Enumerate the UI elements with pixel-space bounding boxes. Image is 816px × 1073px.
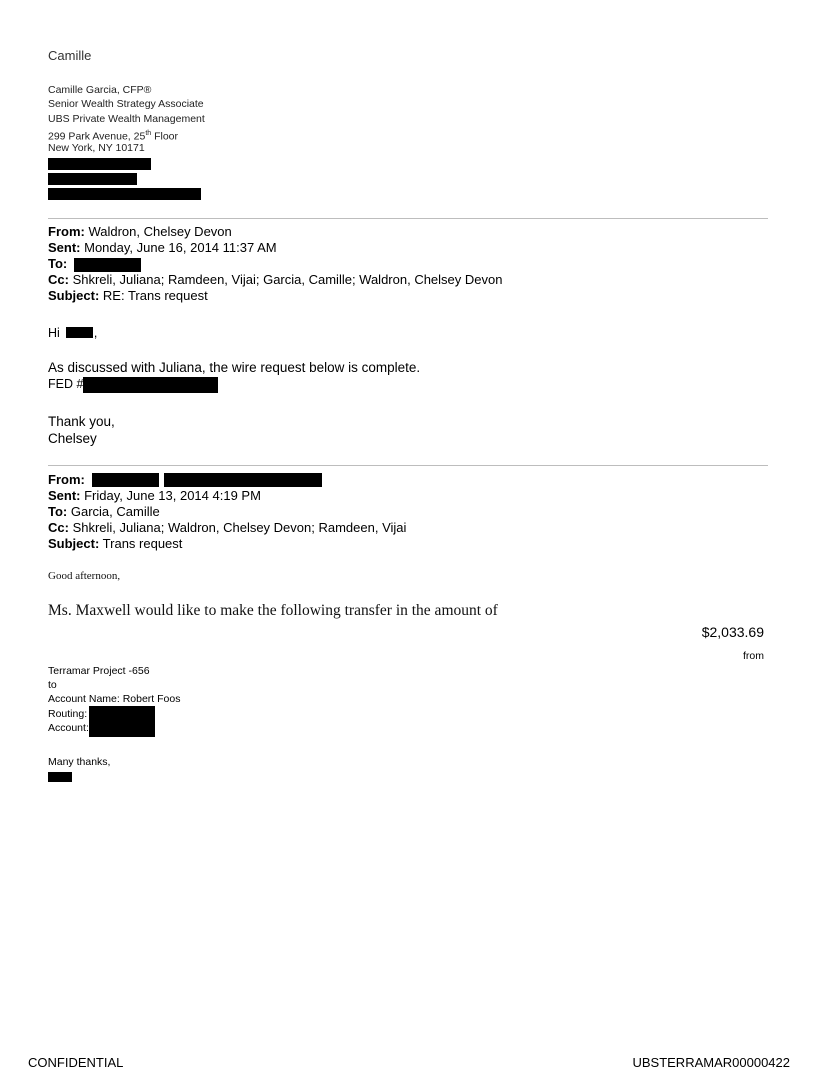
- redaction-greeting-name: [66, 327, 93, 338]
- transfer-amount: $2,033.69: [701, 624, 764, 640]
- email1-cc-row: [48, 272, 502, 288]
- redaction-fed-number: [83, 377, 218, 393]
- email2-from-label: From:: [48, 472, 85, 487]
- email2-sent-label: Sent:: [48, 488, 81, 503]
- email1-subject-label: Subject:: [48, 288, 100, 303]
- email2-subject-value: Trans request: [99, 536, 183, 551]
- email2-subject-row: [48, 536, 182, 552]
- email2-to-label: To:: [48, 504, 68, 519]
- signature-city: New York, NY 10171: [48, 142, 145, 154]
- signature-title: Senior Wealth Strategy Associate: [48, 98, 204, 110]
- email2-cc-label: Cc:: [48, 520, 69, 535]
- email2-cc-value: Shkreli, Juliana; Waldron, Chelsey Devon; Ramdeen, Vijai: [68, 520, 407, 535]
- email2-body-line: Ms. Maxwell would like to make the following transfer in the amount of: [48, 602, 498, 619]
- email2-to-word: to: [48, 679, 57, 691]
- redaction-sender-signature: [48, 772, 72, 782]
- email1-from-label: From:: [48, 224, 85, 239]
- email1-sent-label: Sent:: [48, 240, 81, 255]
- divider-middle: [48, 465, 768, 466]
- email1-fed-label: FED #: [48, 377, 84, 391]
- redaction-email1-to: [74, 258, 141, 272]
- email1-cc-label: Cc:: [48, 272, 69, 287]
- email2-subject-label: Subject:: [48, 536, 100, 551]
- footer-confidential: CONFIDENTIAL: [28, 1055, 124, 1070]
- email2-closing: Many thanks,: [48, 756, 111, 768]
- source-account: Terramar Project -656: [48, 665, 150, 677]
- email1-to-label: To:: [48, 256, 68, 271]
- email1-from-row: [48, 224, 232, 240]
- email1-sent-row: [48, 240, 277, 256]
- email2-to-row: [48, 504, 160, 520]
- email1-greeting-comma: ,: [93, 326, 98, 340]
- footer-bates-number: UBSTERRAMAR00000422: [632, 1055, 790, 1070]
- email1-body-line: As discussed with Juliana, the wire request below is complete.: [48, 360, 421, 375]
- email2-to-value: Garcia, Camille: [67, 504, 160, 519]
- email2-sent-value: Friday, June 13, 2014 4:19 PM: [80, 488, 261, 503]
- email1-cc-value: Shkreli, Juliana; Ramdeen, Vijai; Garcia, Camille; Waldron, Chelsey Devon: [68, 272, 503, 287]
- signature-full-name: Camille Garcia, CFP®: [48, 84, 152, 96]
- email1-greeting: [48, 325, 97, 342]
- email2-cc-row: [48, 520, 406, 536]
- account-name: Account Name: Robert Foos: [48, 693, 181, 705]
- account-label: Account:: [48, 722, 89, 734]
- email1-sent-value: Monday, June 16, 2014 11:37 AM: [80, 240, 277, 255]
- email1-from-value: Waldron, Chelsey Devon: [84, 224, 232, 239]
- redaction-routing-account: [89, 706, 155, 737]
- address-suffix: Floor: [151, 130, 178, 143]
- redaction-fax: [48, 173, 137, 185]
- address-prefix: 299 Park Avenue, 25: [48, 130, 146, 143]
- email1-greeting-text: Hi: [48, 326, 60, 340]
- email1-thanks: Thank you,: [48, 414, 115, 429]
- redaction-phone: [48, 158, 151, 170]
- email1-subject-value: RE: Trans request: [99, 288, 208, 303]
- signature-short-name: Camille: [48, 48, 92, 63]
- email1-subject-row: [48, 288, 208, 304]
- email2-greeting: Good afternoon,: [48, 570, 121, 582]
- divider-top: [48, 218, 768, 219]
- redaction-email2-from-address: [164, 473, 322, 487]
- email2-from-word: from: [743, 650, 764, 662]
- routing-label: Routing:: [48, 708, 88, 720]
- email1-to-row: [48, 256, 67, 272]
- redaction-email2-from-name: [92, 473, 159, 487]
- redaction-email: [48, 188, 201, 200]
- email1-signoff: Chelsey: [48, 431, 97, 446]
- address-ordinal: th: [145, 130, 152, 137]
- signature-company: UBS Private Wealth Management: [48, 113, 205, 125]
- email2-sent-row: [48, 488, 261, 504]
- email2-from-row: [48, 472, 85, 488]
